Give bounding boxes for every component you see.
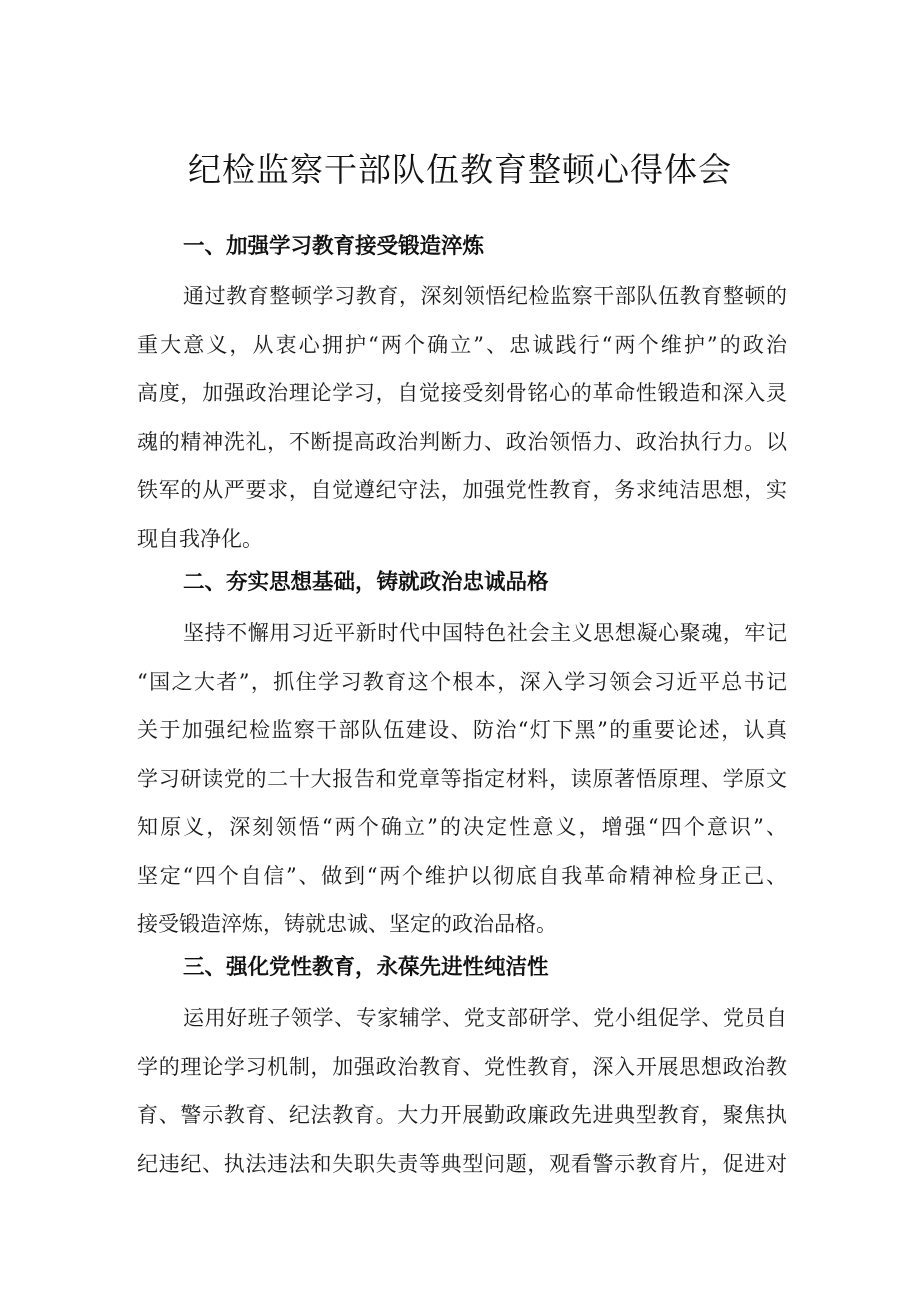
paragraph-line: “国之大者”，抓住学习教育这个根本，深入学习领会习近平总书记: [137, 669, 787, 694]
paragraph-line: 重大意义，从衷心拥护“两个确立”、忠诚践行“两个维护”的政治: [137, 332, 787, 357]
section-heading-2: 二、夯实思想基础，铸就政治忠诚品格: [183, 570, 549, 595]
paragraph-line: 通过教育整顿学习教育，深刻领悟纪检监察干部队伍教育整顿的: [183, 284, 787, 308]
paragraph-line: 运用好班子领学、专家辅学、党支部研学、党小组促学、党员自: [183, 1006, 787, 1030]
paragraph-line: 关于加强纪检监察干部队伍建设、防治“灯下黑”的重要论述，认真: [137, 718, 787, 742]
paragraph-line: 魂的精神洗礼，不断提高政治判断力、政治领悟力、政治执行力。以: [137, 429, 787, 454]
section-1-paragraph: [137, 272, 787, 563]
paragraph-line: 育、警示教育、纪法教育。大力开展勤政廉政先进典型教育，聚焦执: [137, 1103, 787, 1127]
paragraph-line: 现自我净化。: [137, 526, 263, 551]
section-heading-3: 三、强化党性教育，永葆先进性纯洁性: [183, 955, 549, 980]
paragraph-line: 知原义，深刻领悟“两个确立”的决定性意义，增强“四个意识”、: [137, 815, 787, 839]
section-2-paragraph: [137, 609, 787, 949]
section-heading-1: 一、加强学习教育接受锻造淬炼: [183, 234, 485, 259]
paragraph-line: 学习研读党的二十大报告和党章等指定材料，读原著悟原理、学原文: [137, 766, 787, 791]
section-3-paragraph: [137, 994, 787, 1188]
paragraph-line: 学的理论学习机制，加强政治教育、党性教育，深入开展思想政治教: [137, 1054, 787, 1079]
paragraph-line: 坚持不懈用习近平新时代中国特色社会主义思想凝心聚魂，牢记: [183, 621, 787, 645]
paragraph-line: 纪违纪、执法违法和失职失责等典型问题，观看警示教育片，促进对: [137, 1151, 787, 1176]
document-title: 纪检监察干部队伍教育整顿心得体会: [188, 150, 732, 189]
paragraph-line: 坚定“四个自信”、做到“两个维护以彻底自我革命精神检身正己、: [137, 863, 787, 888]
paragraph-line: 铁军的从严要求，自觉遵纪守法，加强党性教育，务求纯洁思想，实: [137, 478, 787, 502]
paragraph-line: 接受锻造淬炼，铸就忠诚、坚定的政治品格。: [137, 912, 557, 936]
paragraph-line: 高度，加强政治理论学习，自觉接受刻骨铭心的革命性锻造和深入灵: [137, 381, 787, 405]
